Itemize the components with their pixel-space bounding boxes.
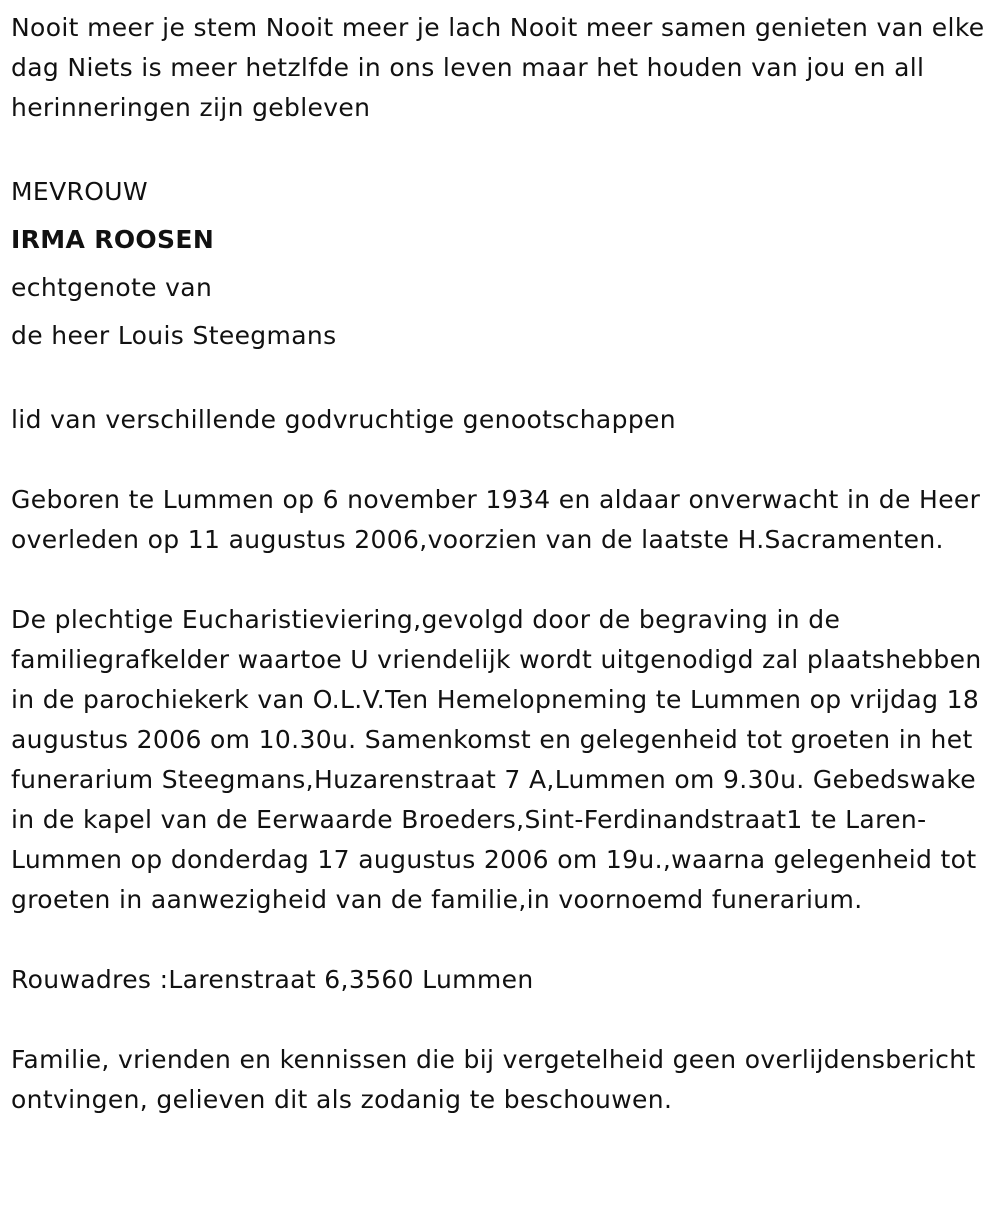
birth-death-text: Geboren te Lummen op 6 november 1934 en aldaar onverwacht in de Heer overleden op 11 augustus 2006,voorzien van de laatste H.Sacramenten. [11,485,981,554]
membership-text: lid van verschillende godvruchtige genootschappen [11,405,676,434]
mourning-address: Rouwadres :Larenstraat 6,3560 Lummen [11,965,534,994]
memorial-poem: Nooit meer je stem Nooit meer je lach Nooit meer samen genieten van elke dag Niets is meer hetzlfde in ons leven maar het houden van jou en all herinneringen zijn gebleven [11,13,985,122]
closing-notice: Familie, vrienden en kennissen die bij vergetelheid geen overlijdensbericht ontvingen, gelieven dit als zodanig te beschouwen. [11,1045,976,1114]
deceased-name: IRMA ROOSEN [11,225,215,254]
spouse-label: echtgenote van [11,273,213,302]
spouse-name: de heer Louis Steegmans [11,321,337,350]
ceremony-text: De plechtige Eucharistieviering,gevolgd door de begraving in de familiegrafkelder waartoe U vriendelijk wordt uitgenodigd zal plaatshebben in de parochiekerk van O.L.V.Ten Hemelopneming te Lummen op vrijdag 18 augustus 2006 om 10.30u. Samenkomst en gelegenheid tot groeten in het funerarium Steegmans,Huzarenstraat 7 A,Lummen om 9.30u. Gebedswake in de kapel van de Eerwaarde Broeders,Sint-Ferdinandstraat1 te Laren-Lummen op donderdag 17 augustus 2006 om 19u.,waarna gelegenheid tot groeten in aanwezigheid van de familie,in voornoemd funerarium. [11,605,982,914]
title-prefix: MEVROUW [11,177,148,206]
